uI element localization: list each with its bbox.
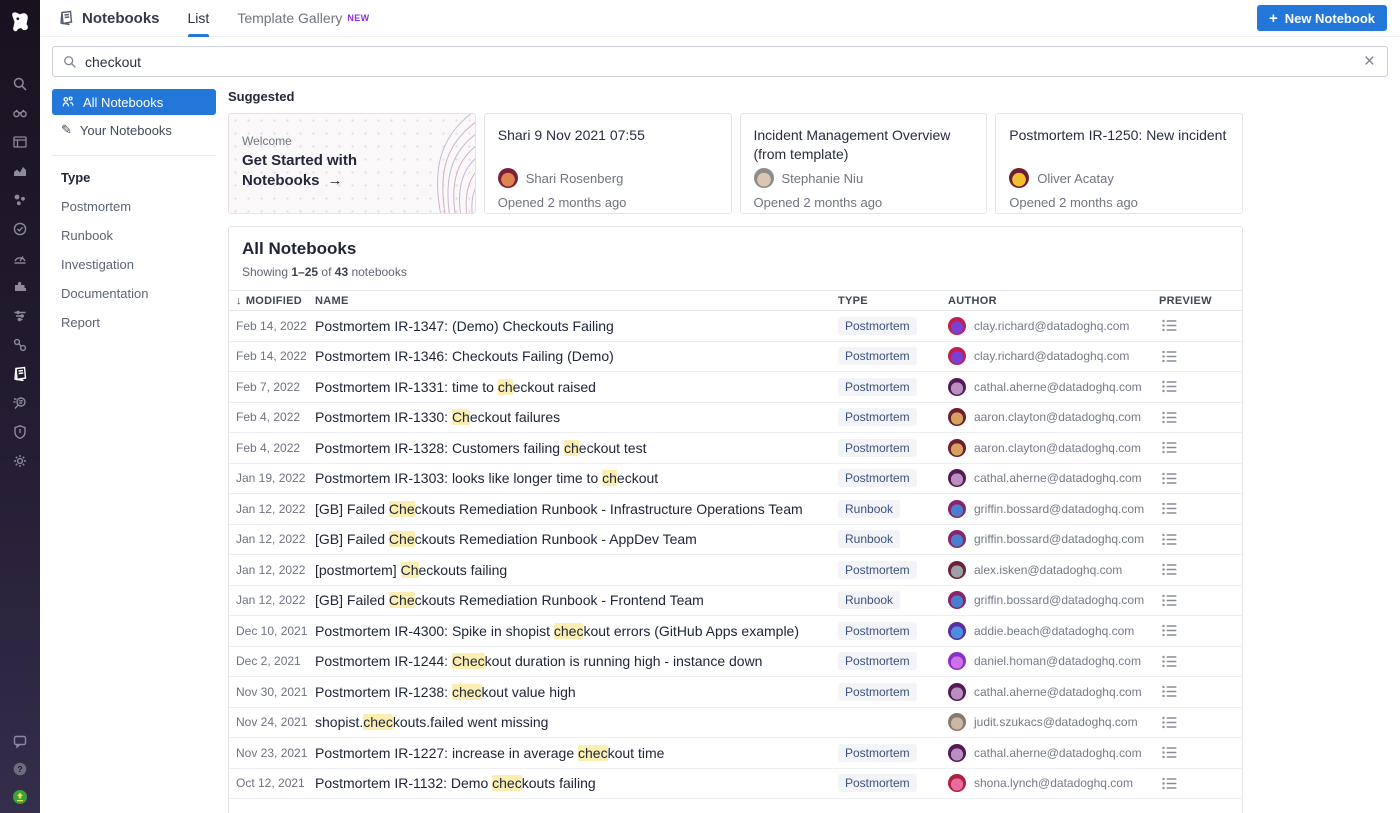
type-pill[interactable]: Runbook <box>838 530 900 548</box>
avatar <box>948 652 966 670</box>
help-icon[interactable] <box>12 761 28 777</box>
type-pill[interactable]: Postmortem <box>838 744 917 762</box>
type-pill[interactable]: Postmortem <box>838 652 917 670</box>
preview-list-icon[interactable] <box>1162 624 1177 637</box>
type-pill[interactable]: Postmortem <box>838 774 917 792</box>
avatar <box>948 408 966 426</box>
upgrade-icon[interactable] <box>12 789 28 805</box>
app-sidebar <box>0 0 40 813</box>
preview-list-icon[interactable] <box>1162 777 1177 790</box>
sidebar-bottom-icons <box>0 733 40 805</box>
author-email: griffin.bossard@datadoghq.com <box>974 501 1145 516</box>
people-icon <box>61 95 75 109</box>
avatar <box>1009 168 1029 188</box>
welcome-eyebrow: Welcome <box>242 134 292 148</box>
author-email: griffin.bossard@datadoghq.com <box>974 593 1145 608</box>
table-row[interactable] <box>229 433 1242 464</box>
monitors-icon[interactable] <box>12 221 28 237</box>
search-match-highlight: ch <box>602 470 617 487</box>
preview-list-icon[interactable] <box>1162 655 1177 668</box>
author-cell <box>948 530 1147 548</box>
search-match-highlight: chec <box>451 683 482 700</box>
author-email: cathal.aherne@datadoghq.com <box>974 379 1142 394</box>
avatar <box>948 439 966 457</box>
search-match-highlight: Ch <box>451 409 470 426</box>
type-pill[interactable]: Postmortem <box>838 469 917 487</box>
card-title: Postmortem IR-1250: New incident <box>1009 127 1227 143</box>
table-row[interactable] <box>229 342 1242 373</box>
author-email: alex.isken@datadoghq.com <box>974 562 1123 577</box>
table-row[interactable] <box>229 586 1242 617</box>
type-filter-documentation[interactable]: Documentation <box>61 286 149 301</box>
table-row[interactable] <box>229 708 1242 739</box>
service-map-icon[interactable] <box>12 337 28 353</box>
card-opened-text: Opened 2 months ago <box>1009 195 1138 210</box>
author-email: cathal.aherne@datadoghq.com <box>974 471 1142 486</box>
tab-template-gallery[interactable] <box>237 0 369 37</box>
table-row[interactable] <box>229 738 1242 769</box>
modified-date: Dec 10, 2021 <box>236 623 308 638</box>
type-cell <box>838 500 948 518</box>
avatar <box>498 168 518 188</box>
type-pill[interactable]: Postmortem <box>838 439 917 457</box>
preview-list-icon[interactable] <box>1162 563 1177 576</box>
preview-cell <box>1147 716 1242 729</box>
notebook-name-link[interactable]: [GB] Failed Checkouts Remediation Runbook - Infrastructure Operations Team <box>315 500 803 517</box>
type-filter-report[interactable]: Report <box>61 315 101 330</box>
logs-icon[interactable] <box>12 395 28 411</box>
preview-cell <box>1147 380 1242 393</box>
showing-range: 1–25 <box>291 265 319 279</box>
notebook-name-link[interactable]: Postmortem IR-1132: Demo checkouts failing <box>315 775 596 792</box>
preview-cell <box>1147 777 1242 790</box>
type-filter-postmortem[interactable]: Postmortem <box>61 199 132 214</box>
modified-date: Nov 24, 2021 <box>236 715 308 730</box>
tab-active-underline <box>188 34 210 37</box>
type-cell <box>838 469 948 487</box>
author-cell <box>948 378 1147 396</box>
type-cell <box>838 652 948 670</box>
preview-cell <box>1147 319 1242 332</box>
notebook-name-link[interactable]: Postmortem IR-4300: Spike in shopist checkout errors (GitHub Apps example) <box>315 622 799 639</box>
avatar <box>948 622 966 640</box>
table-row[interactable] <box>229 677 1242 708</box>
clear-search-icon[interactable]: × <box>1363 51 1375 72</box>
type-cell <box>838 561 948 579</box>
type-cell <box>838 683 948 701</box>
author-email: cathal.aherne@datadoghq.com <box>974 745 1142 760</box>
feedback-icon[interactable] <box>12 733 28 749</box>
modified-date: Feb 4, 2022 <box>236 440 301 455</box>
apm-icon[interactable] <box>12 308 28 324</box>
sidebar-item-your-notebooks[interactable] <box>52 117 216 143</box>
modified-date: Jan 12, 2022 <box>236 562 306 577</box>
table-row[interactable] <box>229 616 1242 647</box>
panel-title: All Notebooks <box>242 239 357 258</box>
new-notebook-button[interactable] <box>1257 5 1387 31</box>
preview-list-icon[interactable] <box>1162 411 1177 424</box>
author-cell <box>948 347 1147 365</box>
integrations-icon[interactable] <box>12 279 28 295</box>
author-email: shona.lynch@datadoghq.com <box>974 776 1133 791</box>
preview-cell <box>1147 472 1242 485</box>
author-email: clay.richard@datadoghq.com <box>974 318 1130 333</box>
all-notebooks-label: All Notebooks <box>83 94 164 110</box>
author-cell <box>948 713 1147 731</box>
security-icon[interactable] <box>12 424 28 440</box>
notebooks-table-body <box>229 311 1242 799</box>
table-row[interactable] <box>229 403 1242 434</box>
preview-cell <box>1147 563 1242 576</box>
preview-list-icon[interactable] <box>1162 594 1177 607</box>
modified-date: Jan 12, 2022 <box>236 593 306 608</box>
avatar <box>948 683 966 701</box>
author-cell <box>948 774 1147 792</box>
search-icon <box>63 55 77 69</box>
datadog-logo[interactable] <box>0 0 40 44</box>
author-email: aaron.clayton@datadoghq.com <box>974 410 1141 425</box>
page-title <box>58 10 160 27</box>
dashboards-icon[interactable] <box>12 134 28 150</box>
notebook-name-link[interactable]: Postmortem IR-1347: (Demo) Checkouts Failing <box>315 317 614 334</box>
column-header-author[interactable]: AUTHOR <box>948 294 997 307</box>
author-cell <box>948 469 1147 487</box>
author-cell <box>948 439 1147 457</box>
preview-cell <box>1147 624 1242 637</box>
avatar <box>948 469 966 487</box>
suggested-heading: Suggested <box>228 89 295 104</box>
author-cell <box>948 683 1147 701</box>
arrow-right-icon: → <box>327 171 343 189</box>
tab-list-label: List <box>187 10 210 26</box>
new-notebook-label: New Notebook <box>1284 10 1375 26</box>
preview-cell <box>1147 594 1242 607</box>
type-pill[interactable]: Postmortem <box>838 622 917 640</box>
app-title-label: Notebooks <box>82 9 160 27</box>
infrastructure-icon[interactable] <box>12 192 28 208</box>
sort-arrow-icon: ↓ <box>236 294 242 307</box>
new-badge: NEW <box>347 13 370 23</box>
search-match-highlight: Ch <box>400 561 419 578</box>
search-box[interactable] <box>52 46 1388 77</box>
search-match-highlight: ch <box>497 378 513 395</box>
filter-sidebar <box>52 89 216 813</box>
showing-prefix: Showing <box>242 265 292 279</box>
card-opened-text: Opened 2 months ago <box>753 195 883 210</box>
avatar <box>948 317 966 335</box>
modified-date: Jan 12, 2022 <box>236 501 306 516</box>
card-author-name: Oliver Acatay <box>1037 170 1114 186</box>
type-cell <box>838 744 948 762</box>
avatar <box>948 530 966 548</box>
preview-list-icon[interactable] <box>1162 502 1177 515</box>
type-filter-header: Type <box>61 170 91 185</box>
table-row[interactable] <box>229 372 1242 403</box>
type-cell <box>838 378 948 396</box>
type-cell <box>838 622 948 640</box>
modified-date: Jan 19, 2022 <box>236 471 306 486</box>
author-cell <box>948 408 1147 426</box>
preview-cell <box>1147 533 1242 546</box>
showing-suffix: notebooks <box>348 265 407 279</box>
welcome-title-line1: Get Started with <box>242 152 358 169</box>
notebook-icon <box>58 10 74 26</box>
search-input[interactable] <box>85 54 1362 70</box>
type-cell <box>838 530 948 548</box>
table-row[interactable] <box>229 769 1242 800</box>
preview-cell <box>1147 685 1242 698</box>
notebook-name-link[interactable]: shopist.checkouts.failed went missing <box>315 714 549 731</box>
search-match-highlight: Che <box>388 500 415 517</box>
your-notebooks-label: Your Notebooks <box>79 122 172 138</box>
notebook-name-link[interactable]: Postmortem IR-1346: Checkouts Failing (Demo) <box>315 348 614 365</box>
search-icon[interactable] <box>12 76 28 92</box>
search-match-highlight: chec <box>578 744 608 761</box>
type-pill[interactable]: Postmortem <box>838 347 917 365</box>
preview-list-icon[interactable] <box>1162 746 1177 759</box>
card-author-name: Shari Rosenberg <box>525 170 624 186</box>
watchdog-icon[interactable] <box>12 105 28 121</box>
modified-date: Dec 2, 2021 <box>236 654 301 669</box>
notebook-name-link[interactable]: Postmortem IR-1227: increase in average checkout time <box>315 744 665 761</box>
type-filter-investigation[interactable]: Investigation <box>61 257 134 272</box>
avatar <box>948 713 966 731</box>
type-cell <box>838 347 948 365</box>
showing-of: of <box>318 265 335 279</box>
author-cell <box>948 622 1147 640</box>
search-match-highlight: Che <box>388 592 415 609</box>
modified-date: Feb 14, 2022 <box>236 318 307 333</box>
pencil-icon: ✎ <box>61 122 72 137</box>
showing-total: 43 <box>334 265 349 279</box>
sidebar-icon-stack <box>12 76 28 469</box>
notebook-name-link[interactable]: [postmortem] Checkouts failing <box>315 561 508 578</box>
author-cell <box>948 317 1147 335</box>
notebook-name-link[interactable]: Postmortem IR-1331: time to checkout raised <box>315 378 596 395</box>
author-email: clay.richard@datadoghq.com <box>974 349 1130 364</box>
table-row[interactable] <box>229 555 1242 586</box>
type-filter-list <box>52 199 216 330</box>
notebook-name-link[interactable]: Postmortem IR-1303: looks like longer time to checkout <box>315 470 659 487</box>
suggested-notebook-card[interactable] <box>995 113 1243 214</box>
card-author-name: Stephanie Niu <box>781 170 864 186</box>
sidebar-item-all-notebooks[interactable] <box>52 89 216 115</box>
author-cell <box>948 591 1147 609</box>
search-match-highlight: chec <box>363 714 393 731</box>
welcome-title-line2: Notebooks <box>242 171 320 189</box>
preview-cell <box>1147 655 1242 668</box>
column-header-name[interactable]: NAME <box>315 294 349 307</box>
notebook-name-link[interactable]: Postmortem IR-1330: Checkout failures <box>315 409 561 426</box>
column-header-preview: PREVIEW <box>1159 294 1212 307</box>
author-email: daniel.homan@datadoghq.com <box>974 654 1141 669</box>
notebook-name-link[interactable]: [GB] Failed Checkouts Remediation Runbook - AppDev Team <box>315 531 697 548</box>
search-match-highlight: chec <box>492 775 522 792</box>
synthetics-icon[interactable] <box>12 250 28 266</box>
notebook-name-link[interactable]: [GB] Failed Checkouts Remediation Runbook - Frontend Team <box>315 592 704 609</box>
preview-cell <box>1147 502 1242 515</box>
preview-list-icon[interactable] <box>1162 441 1177 454</box>
sidebar-divider <box>52 155 216 156</box>
preview-list-icon[interactable] <box>1162 533 1177 546</box>
author-email: aaron.clayton@datadoghq.com <box>974 440 1141 455</box>
notebooks-icon[interactable] <box>12 366 28 382</box>
avatar <box>948 500 966 518</box>
avatar <box>948 561 966 579</box>
notebook-name-link[interactable]: Postmortem IR-1238: checkout value high <box>315 683 576 700</box>
avatar <box>948 744 966 762</box>
preview-list-icon[interactable] <box>1162 380 1177 393</box>
notebook-name-link[interactable]: Postmortem IR-1328: Customers failing checkout test <box>315 439 647 456</box>
modified-date: Nov 23, 2021 <box>236 745 308 760</box>
column-header-modified[interactable] <box>236 295 315 307</box>
preview-cell <box>1147 441 1242 454</box>
tab-list[interactable] <box>188 0 210 37</box>
preview-list-icon[interactable] <box>1162 716 1177 729</box>
type-cell <box>838 408 948 426</box>
suggested-notebook-card[interactable] <box>740 113 988 214</box>
type-cell <box>838 774 948 792</box>
preview-list-icon[interactable] <box>1162 685 1177 698</box>
preview-list-icon[interactable] <box>1162 472 1177 485</box>
type-cell <box>838 317 948 335</box>
all-notebooks-panel <box>228 226 1243 813</box>
author-email: addie.beach@datadoghq.com <box>974 623 1135 638</box>
author-cell <box>948 561 1147 579</box>
preview-cell <box>1147 350 1242 363</box>
topbar <box>40 0 1400 37</box>
avatar <box>948 378 966 396</box>
search-match-highlight: Che <box>388 531 415 548</box>
type-pill[interactable]: Postmortem <box>838 317 917 335</box>
tab-gallery-label: Template Gallery <box>237 10 343 26</box>
modified-date: Feb 4, 2022 <box>236 410 301 425</box>
modified-date: Oct 12, 2021 <box>236 776 305 791</box>
search-match-highlight: Chec <box>451 653 485 670</box>
author-cell <box>948 744 1147 762</box>
author-email: griffin.bossard@datadoghq.com <box>974 532 1145 547</box>
preview-list-icon[interactable] <box>1162 350 1177 363</box>
settings-icon[interactable] <box>12 453 28 469</box>
author-email: judit.szukacs@datadoghq.com <box>974 715 1138 730</box>
card-opened-text: Opened 2 months ago <box>497 195 627 210</box>
table-row[interactable] <box>229 494 1242 525</box>
preview-list-icon[interactable] <box>1162 319 1177 332</box>
type-cell <box>838 439 948 457</box>
modified-date: Nov 30, 2021 <box>236 684 308 699</box>
card-title: Shari 9 Nov 2021 07:55 <box>497 127 645 143</box>
avatar <box>948 347 966 365</box>
avatar <box>948 591 966 609</box>
type-pill[interactable]: Postmortem <box>838 378 917 396</box>
author-email: cathal.aherne@datadoghq.com <box>974 684 1142 699</box>
modified-date: Feb 14, 2022 <box>236 349 307 364</box>
table-header-row <box>229 290 1242 311</box>
plus-icon: + <box>1268 9 1278 27</box>
table-row[interactable] <box>229 464 1242 495</box>
table-row[interactable] <box>229 647 1242 678</box>
modified-date: Feb 7, 2022 <box>236 379 301 394</box>
type-pill[interactable]: Postmortem <box>838 561 917 579</box>
preview-cell <box>1147 411 1242 424</box>
card-title: Incident Management Overview (from template) <box>753 127 951 162</box>
preview-cell <box>1147 746 1242 759</box>
notebook-name-link[interactable]: Postmortem IR-1244: Checkout duration is running high - instance down <box>315 653 763 670</box>
modified-header-label: MODIFIED <box>245 294 302 307</box>
type-cell <box>838 591 948 609</box>
table-row[interactable] <box>229 311 1242 342</box>
search-match-highlight: ch <box>563 439 579 456</box>
svg-text:?: ? <box>17 764 23 774</box>
showing-count <box>242 265 1242 279</box>
author-cell <box>948 500 1147 518</box>
welcome-title <box>242 151 462 190</box>
avatar <box>948 774 966 792</box>
table-row[interactable] <box>229 525 1242 556</box>
type-pill[interactable]: Runbook <box>838 500 900 518</box>
type-pill[interactable]: Postmortem <box>838 408 917 426</box>
avatar <box>754 168 774 188</box>
suggested-cards-row <box>228 113 1243 214</box>
type-filter-runbook[interactable]: Runbook <box>61 228 114 243</box>
welcome-card[interactable] <box>228 113 476 214</box>
suggested-notebook-card[interactable] <box>484 113 732 214</box>
main-content <box>228 89 1243 813</box>
search-match-highlight: chec <box>553 622 584 639</box>
type-pill[interactable]: Runbook <box>838 591 900 609</box>
modified-date: Jan 12, 2022 <box>236 532 306 547</box>
author-cell <box>948 652 1147 670</box>
column-header-type[interactable]: TYPE <box>838 294 868 307</box>
type-pill[interactable]: Postmortem <box>838 683 917 701</box>
metrics-icon[interactable] <box>12 163 28 179</box>
